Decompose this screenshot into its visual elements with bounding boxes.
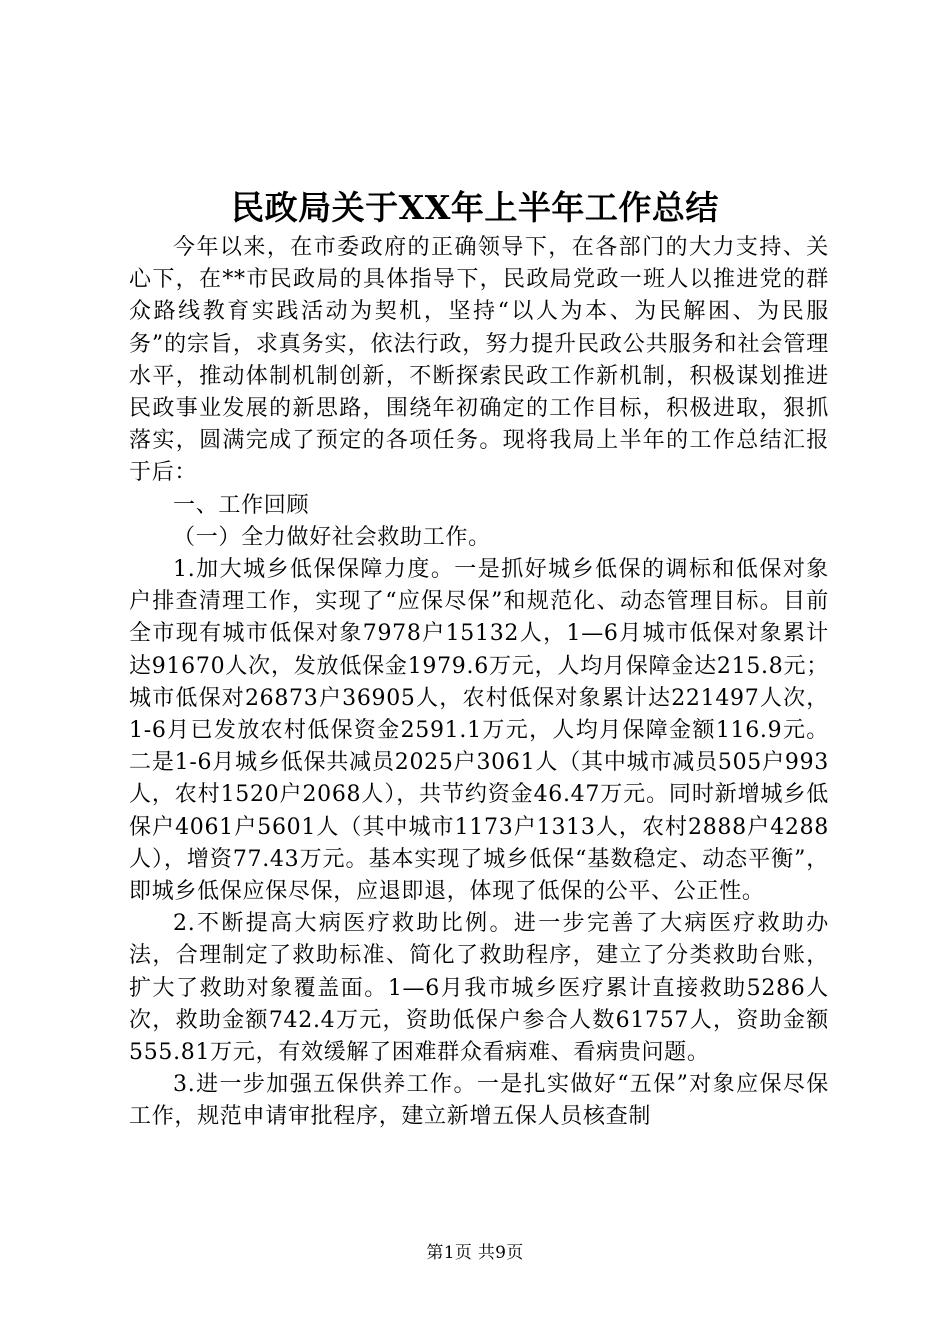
item-paragraph-3: 3.进一步加强五保供养工作。一是扎实做好“五保”对象应保尽保工作，规范申请审批程序，建立新增五保人员核查制 (129, 1072, 829, 1130)
intro-paragraph: 今年以来，在市委政府的正确领导下，在各部门的大力支持、关心下，在**市民政局的具体指导下，民政局党政一班人以推进党的群众路线教育实践活动为契机，坚持“以人为本、为民解困、为民服务”的宗旨，求真务实，依法行政，努力提升民政公共服务和社会管理水平，推动体制机制创新，不断探索民政工作新机制，积极谋划推进民政事业发展的新思路，围绕年初确定的工作目标，积极进取，狠抓落实，圆满完成了预定的各项任务。现将我局上半年的工作总结汇报于后： (129, 235, 829, 486)
item-paragraph-1: 1.加大城乡低保保障力度。一是抓好城乡低保的调标和低保对象户排查清理工作，实现了“应保尽保”和规范化、动态管理目标。目前全市现有城市低保对象7978户15132人，1—6月城市低保对象累计达91670人次，发放低保金1979.6万元，人均月保障金达215.8元；城市低保对26873户36905人，农村低保对象累计达221497人次，1-6月已发放农村低保资金2591.1万元，人均月保障金额116.9元。二是1-6月城乡低保共减员2025户3061人（其中城市减员505户993人，农村1520户2068人），共节约资金46.47万元。同时新增城乡低保户4061户5601人（其中城市1173户1313人，农村2888户4288人），增资77.43万元。基本实现了城乡低保“基数稳定、动态平衡”，即城乡低保应保尽保，应退即退，体现了低保的公平、公正性。 (129, 557, 829, 905)
page-footer: 第1页 共9页 (426, 1243, 524, 1263)
document-title: 民政局关于XX年上半年工作总结 (231, 188, 719, 227)
item-paragraph-2: 2.不断提高大病医疗救助比例。进一步完善了大病医疗救助办法，合理制定了救助标准、简化了救助程序，建立了分类救助台账，扩大了救助对象覆盖面。1—6月我市城乡医疗累计直接救助5286人次，救助金额742.4万元，资助低保户参合人数61757人，资助金额555.81万元，有效缓解了困难群众看病难、看病贵问题。 (129, 911, 829, 1066)
section-heading: 一、工作回顾 (173, 492, 310, 518)
subsection-heading: （一）全力做好社会救助工作。 (173, 524, 491, 550)
document-body (129, 232, 829, 1134)
